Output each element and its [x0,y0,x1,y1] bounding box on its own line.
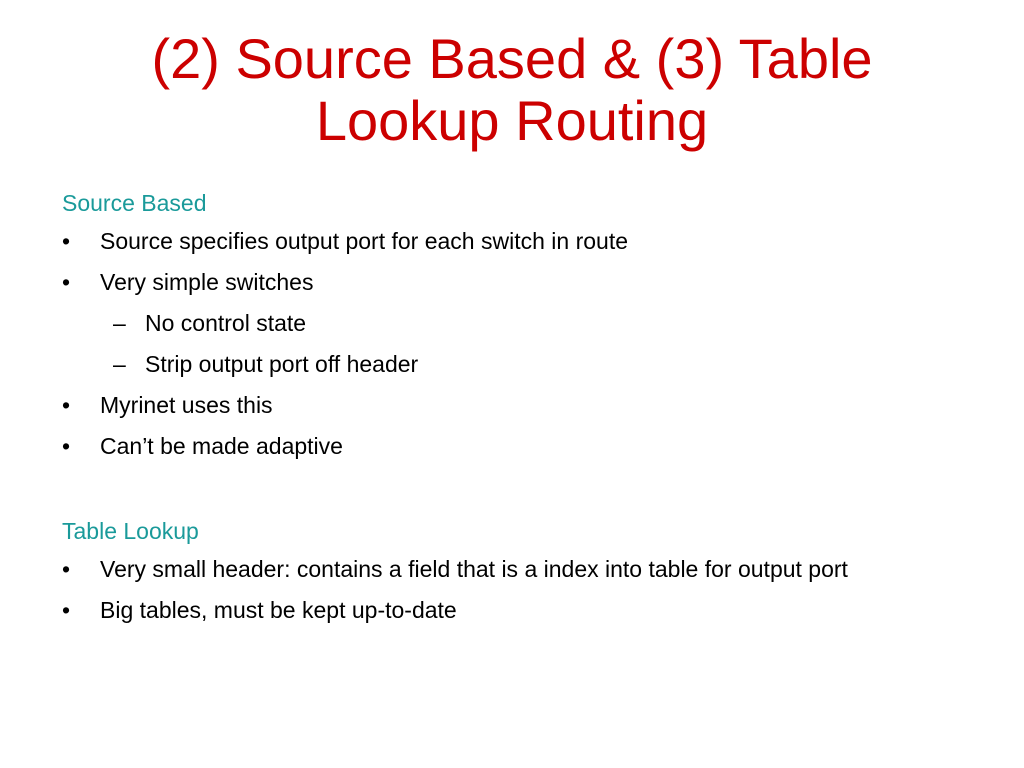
bullet-icon: • [62,597,71,623]
sub-bullet-text: No control state [145,310,307,336]
dash-icon: – [113,351,126,377]
sub-bullet-item [62,308,962,338]
bullet-item [62,554,962,584]
section-heading-table-lookup: Table Lookup [62,518,199,544]
title-line-2: Lookup Routing [315,89,709,152]
bullet-icon: • [62,228,71,254]
bullet-icon: • [62,392,71,418]
sub-bullet-item [62,349,962,379]
slide-body [62,185,962,636]
bullet-text: Can’t be made adaptive [100,433,343,459]
bullet-text: Big tables, must be kept up-to-date [100,597,457,623]
section-heading-source-based: Source Based [62,190,207,216]
bullet-item [62,267,962,297]
bullet-text: Source specifies output port for each switch in route [100,228,629,254]
bullet-item [62,226,962,256]
bullet-item [62,390,962,420]
sub-bullet-text: Strip output port off header [145,351,419,377]
bullet-icon: • [62,269,71,295]
bullet-item [62,595,962,625]
title-line-1: (2) Source Based & (3) Table [151,27,873,90]
bullet-text: Very small header: contains a field that is a index into table for output port [100,556,848,582]
bullet-icon: • [62,433,71,459]
bullet-text: Myrinet uses this [100,392,273,418]
bullet-item [62,431,962,461]
bullet-icon: • [62,556,71,582]
bullet-text: Very simple switches [100,269,314,295]
section-spacer [62,472,962,513]
dash-icon: – [113,310,126,336]
slide-title [60,28,964,152]
